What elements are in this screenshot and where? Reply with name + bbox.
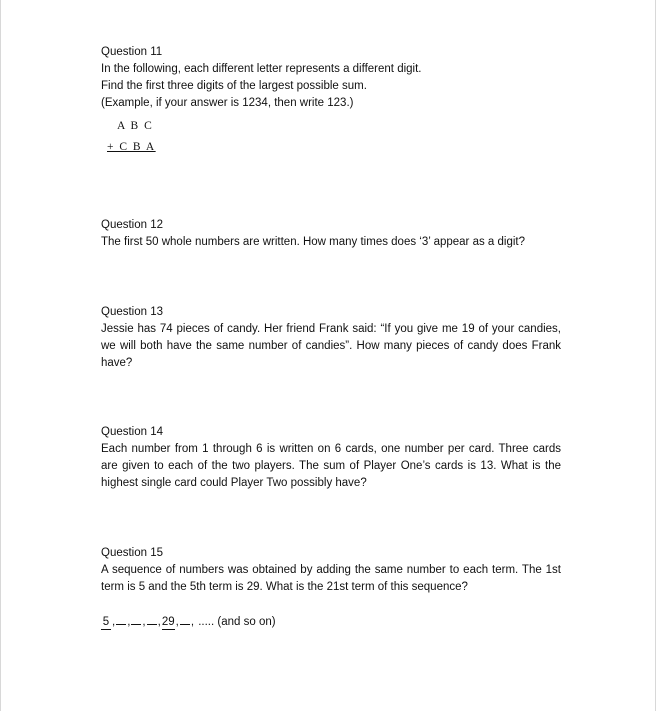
- question-11-line-1: In the following, each different letter represents a different digit.: [101, 63, 422, 75]
- question-14-title: Question 14: [101, 426, 164, 438]
- question-11-line-2: Find the first three digits of the largest possible sum.: [101, 80, 367, 92]
- sequence-term-3[interactable]: [131, 624, 141, 625]
- sequence-separator: ,: [112, 616, 116, 628]
- sequence-separator: ,: [190, 616, 195, 628]
- addition-addend-2: + C B A: [107, 141, 156, 153]
- sequence-term-2[interactable]: [116, 624, 126, 625]
- question-11-line-3: (Example, if your answer is 1234, then write 123.): [101, 97, 354, 109]
- question-12-title: Question 12: [101, 219, 164, 231]
- sequence-term-6[interactable]: [180, 624, 190, 625]
- question-11: [101, 44, 561, 112]
- addition-addend-1: A B C: [117, 120, 154, 132]
- question-12-text: The first 50 whole numbers are written. How many times does ‘3’ appear as a digit?: [101, 236, 525, 248]
- question-15-title: Question 15: [101, 547, 164, 559]
- question-13-text: Jessie has 74 pieces of candy. Her friend Frank said: “If you give me 19 of your candies, we will both have the same number of candies”. How many pieces of candy does Frank have?: [101, 323, 561, 369]
- sequence-term-1: 5: [102, 616, 110, 628]
- question-15: [101, 545, 561, 596]
- question-13: [101, 304, 561, 372]
- question-13-title: Question 13: [101, 306, 164, 318]
- sequence-blanks: [101, 614, 276, 631]
- question-12: [101, 217, 561, 251]
- sequence-separator: ,: [175, 616, 179, 628]
- sequence-term-5: 29: [161, 616, 175, 628]
- sequence-separator: ,: [142, 616, 146, 628]
- sequence-separator: ,: [127, 616, 131, 628]
- question-14: [101, 424, 561, 492]
- question-11-title: Question 11: [101, 46, 163, 58]
- question-14-text: Each number from 1 through 6 is written on 6 cards, one number per card. Three cards are given to each of the two players. The sum of Player One’s cards is 13. What is the highest single card could Player Two possibly have?: [101, 443, 561, 489]
- sequence-term-4[interactable]: [147, 624, 157, 625]
- sequence-separator: ,: [157, 616, 161, 628]
- question-15-text: A sequence of numbers was obtained by adding the same number to each term. The 1st term is 5 and the 5th term is 29. What is the 21st term of this sequence?: [101, 564, 561, 593]
- sequence-tail: ..... (and so on): [198, 616, 276, 628]
